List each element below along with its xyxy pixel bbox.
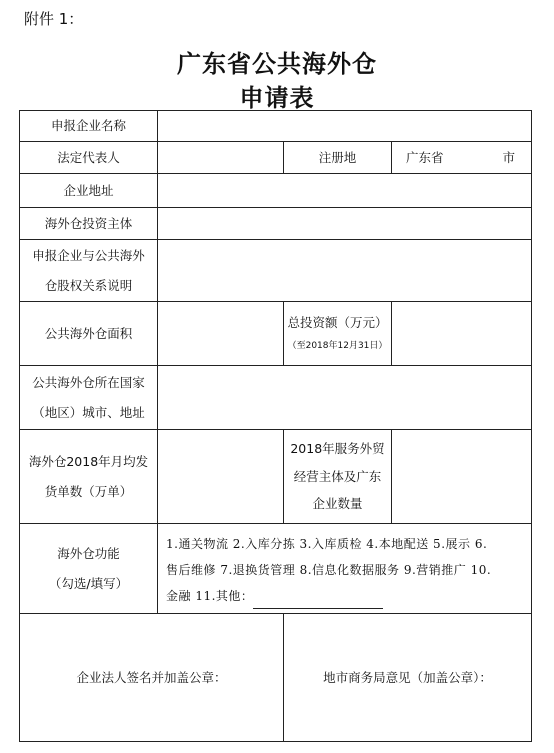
row-functions [20, 524, 532, 614]
commerce-bureau-label: 地市商务局意见（加盖公章）： [323, 669, 492, 685]
city-label: 市 [502, 149, 516, 165]
location-label-line1: 公共海外仓所在国家 [32, 374, 145, 390]
other-blank-line[interactable] [253, 594, 383, 609]
location-label [20, 366, 158, 430]
company-name-label: 申报企业名称 [20, 111, 158, 142]
functions-text-line2: 售后维修 7.退换货管理 8.信息化数据服务 9.营销推广 10. [166, 562, 492, 577]
equity-label-line1: 申报企业与公共海外 [32, 247, 145, 263]
attachment-label: 附件 1： [24, 10, 84, 28]
service-field[interactable] [392, 430, 532, 524]
functions-text-line3 [166, 583, 523, 609]
row-company-address [20, 174, 532, 208]
application-form [19, 110, 532, 742]
company-address-field[interactable] [158, 174, 532, 208]
orders-label-line1: 海外仓2018年月均发 [28, 453, 149, 469]
location-field[interactable] [158, 366, 532, 430]
equity-label-line2: 仓股权关系说明 [44, 277, 133, 293]
total-investment-field[interactable] [392, 302, 532, 366]
service-label-line3: 企业数量 [312, 496, 363, 512]
functions-options[interactable] [158, 524, 532, 614]
row-area [20, 302, 532, 366]
functions-label [20, 524, 158, 614]
row-location [20, 366, 532, 430]
investor-label: 海外仓投资主体 [20, 208, 158, 240]
functions-label-line1: 海外仓功能 [57, 545, 120, 561]
functions-text-line1: 1.通关物流 2.入库分拣 3.入库质检 4.本地配送 5.展示 6. [166, 536, 488, 551]
row-investor [20, 208, 532, 240]
legal-rep-field[interactable] [158, 142, 284, 174]
equity-field[interactable] [158, 240, 532, 302]
legal-signature-cell[interactable] [20, 614, 284, 742]
investor-field[interactable] [158, 208, 532, 240]
total-investment-label [284, 302, 392, 366]
legal-rep-label: 法定代表人 [20, 142, 158, 174]
registered-place-label: 注册地 [284, 142, 392, 174]
area-field[interactable] [158, 302, 284, 366]
functions-text-other: 金融 11.其他： [166, 588, 254, 603]
row-orders [20, 430, 532, 524]
functions-label-line2: （勾选/填写） [48, 575, 129, 591]
province-label: 广东省 [406, 149, 444, 165]
page-title: 广东省公共海外仓 [177, 50, 377, 78]
page-subtitle: 申请表 [239, 84, 315, 112]
service-label [284, 430, 392, 524]
row-signatures [20, 614, 532, 742]
orders-label [20, 430, 158, 524]
row-legal-rep [20, 142, 532, 174]
service-label-line2: 经营主体及广东 [293, 468, 382, 484]
registered-place-field[interactable] [392, 142, 532, 174]
company-name-field[interactable] [158, 111, 532, 142]
commerce-bureau-cell[interactable] [284, 614, 532, 742]
company-address-label: 企业地址 [20, 174, 158, 208]
total-investment-note: （至2018年12月31日） [287, 340, 388, 351]
legal-signature-label: 企业法人签名并加盖公章： [76, 669, 227, 685]
service-label-line1: 2018年服务外贸 [290, 441, 385, 457]
area-label: 公共海外仓面积 [20, 302, 158, 366]
location-label-line2: （地区）城市、地址 [32, 404, 145, 420]
row-company-name [20, 111, 532, 142]
total-investment-text: 总投资额（万元） [287, 315, 388, 331]
orders-label-line2: 货单数（万单） [44, 483, 133, 499]
row-equity [20, 240, 532, 302]
orders-field[interactable] [158, 430, 284, 524]
equity-label [20, 240, 158, 302]
